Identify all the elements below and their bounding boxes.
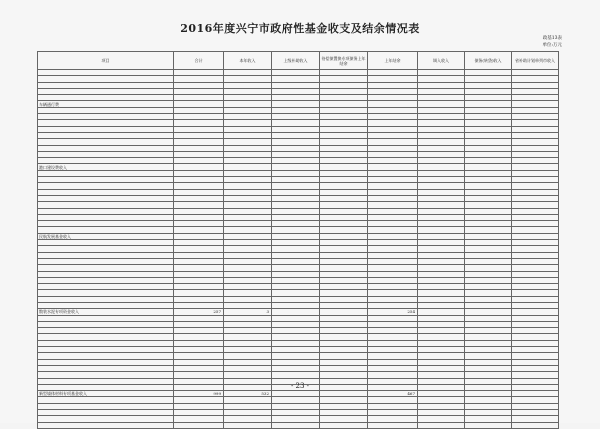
- value-cell: 3: [224, 309, 272, 315]
- row-label-cell: 车辆通行费: [38, 101, 174, 107]
- header-superior-subsidy: 上级补助收入: [272, 52, 320, 70]
- value-cell: [368, 422, 418, 428]
- header-current-income: 本年收入: [224, 52, 272, 70]
- value-cell: [272, 422, 320, 428]
- row-label-cell: 散装水泥专项资金收入: [38, 309, 174, 315]
- header-provincial-subsidy: 省补助计划单列市收入: [512, 52, 559, 70]
- header-transfer-in: 调入收入: [418, 52, 465, 70]
- value-cell: [174, 422, 224, 428]
- value-cell: 257: [174, 309, 224, 315]
- value-cell: 532: [224, 391, 272, 397]
- value-cell: [418, 422, 465, 428]
- header-item: 项目: [38, 52, 174, 70]
- header-total: 合计: [174, 52, 224, 70]
- value-cell: [465, 422, 512, 428]
- row-label-cell: 民航发展基金收入: [38, 233, 174, 239]
- header-debt-replacement-balance: 待偿债置换专项债务上年结余: [320, 52, 368, 70]
- value-cell: [224, 422, 272, 428]
- row-label-cell: [38, 422, 174, 428]
- table-row: [38, 422, 559, 428]
- fund-table: [37, 51, 559, 429]
- value-cell: 254: [368, 309, 418, 315]
- unit-label: 单位:万元: [542, 43, 562, 48]
- table-body: [38, 70, 559, 429]
- table-id: 政基13表: [542, 36, 562, 41]
- value-cell: 467: [368, 391, 418, 397]
- header-debt-income: 债务(转贷)收入: [465, 52, 512, 70]
- value-cell: 999: [174, 391, 224, 397]
- row-label-cell: 港口建设费收入: [38, 164, 174, 170]
- value-cell: [512, 422, 559, 428]
- page-title: 2016年度兴宁市政府性基金收支及结余情况表: [180, 22, 420, 35]
- page-number: - 23 -: [290, 382, 310, 390]
- header-prior-year-balance: 上年结余: [368, 52, 418, 70]
- value-cell: [320, 422, 368, 428]
- table-header-row: [38, 52, 559, 70]
- row-label-cell: 新型墙体材料专项基金收入: [38, 391, 174, 397]
